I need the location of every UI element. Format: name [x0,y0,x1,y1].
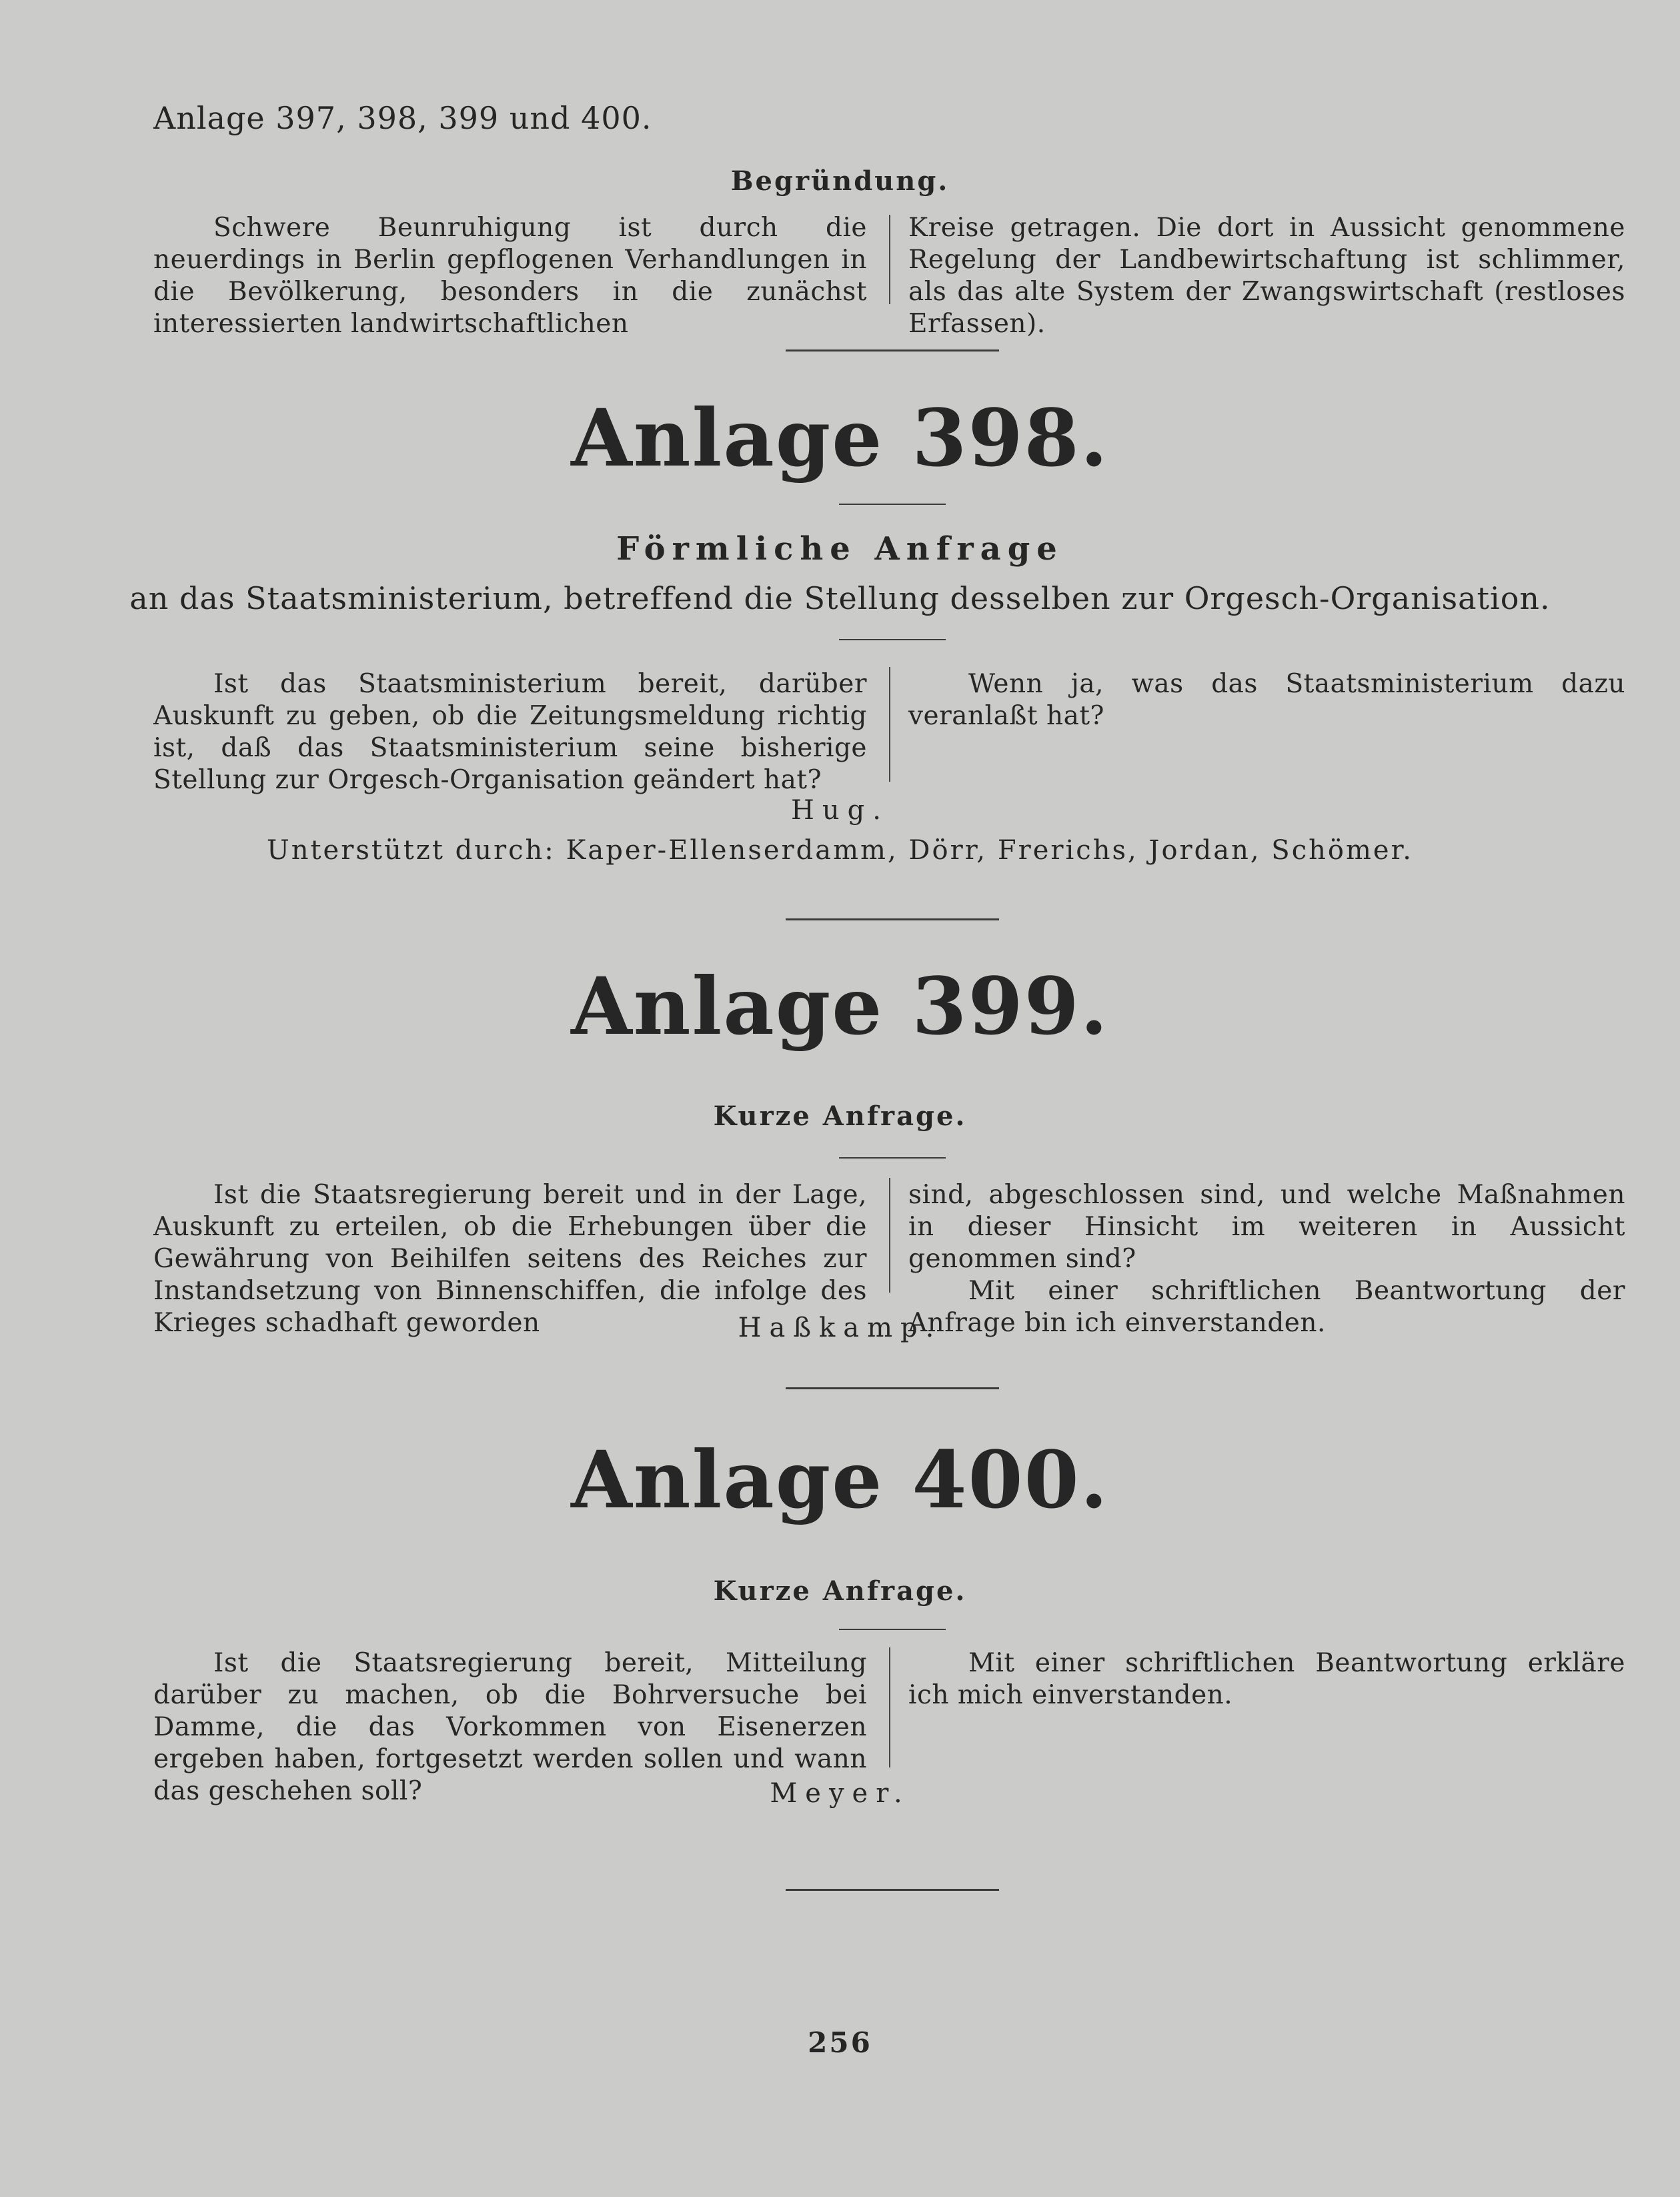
begruendung-right-text: Kreise getragen. Die dort in Aussicht genommene Regelung der Landbewirtschaftung ist schlimmer, als das alte System der Zwangswirtschaft (restloses Erfassen). [908,213,1625,339]
anlage-400-signature: Meyer. [770,1778,910,1809]
begruendung-left-column [153,212,867,340]
anlage-399-right-text-1: sind, abgeschlossen sind, und welche Maßnahmen in dieser Hinsicht im weiteren in Aussicht genommen sind? [908,1180,1625,1274]
anlage-398-supporters: Unterstützt durch: Kaper-Ellenserdamm, Dörr, Frerichs, Jordan, Schömer. [267,835,1413,866]
anlage-399-subtitle: Kurze Anfrage. [713,1101,967,1132]
running-header: Anlage 397, 398, 399 und 400. [153,100,652,136]
short-rule [839,639,946,640]
column-divider [889,1647,890,1767]
anlage-398-subtitle: Förmliche Anfrage [616,530,1064,568]
begruendung-heading: Begründung. [730,165,950,197]
anlage-398-left-column [153,668,867,796]
separator-rule [786,1889,999,1891]
anlage-398-right-text: Wenn ja, was das Staatsministerium dazu veranlaßt hat? [908,669,1625,731]
begruendung-right-column [908,212,1625,340]
anlage-398-signature: Hug. [791,795,889,826]
anlage-398-left-text: Ist das Staatsministerium bereit, darüber Auskunft zu geben, ob die Zeitungsmeldung richtig ist, daß das Staatsministerium seine bisherige Stellung zur Orgesch-Organisation geändert hat? [153,669,867,795]
separator-rule [786,349,999,351]
separator-rule [786,918,999,920]
separator-rule [786,1387,999,1389]
anlage-399-left-text: Ist die Staatsregierung bereit und in der Lage, Auskunft zu erteilen, ob die Erhebungen über die Gewährung von Beihilfen seitens des Reiches zur Instandsetzung von Binnenschiffen, die infolge des Krieges schadhaft geworden [153,1180,867,1338]
anlage-398-right-column [908,668,1625,732]
column-divider [889,215,890,304]
anlage-400-right-text: Mit einer schriftlichen Beantwortung erkläre ich mich einverstanden. [908,1648,1625,1710]
anlage-399-signature: Haßkamp. [738,1313,942,1343]
anlage-399-right-text-2: Mit einer schriftlichen Beantwortung der Anfrage bin ich einverstanden. [908,1276,1625,1338]
anlage-400-title: Anlage 400. [571,1433,1109,1526]
anlage-400-subtitle: Kurze Anfrage. [713,1575,967,1607]
column-divider [889,1178,890,1293]
anlage-398-title: Anlage 398. [571,392,1109,484]
short-rule [839,504,946,505]
short-rule [839,1629,946,1630]
page-number: 256 [808,2026,872,2059]
anlage-400-right-column [908,1647,1625,1711]
anlage-400-left-text: Ist die Staatsregierung bereit, Mitteilung darüber zu machen, ob die Bohrversuche bei Damme, die das Vorkommen von Eisenerzen ergeben haben, fortgesetzt werden sollen und wann das geschehen soll? [153,1648,867,1806]
short-rule [839,1157,946,1159]
begruendung-left-text: Schwere Beunruhigung ist durch die neuerdings in Berlin gepflogenen Verhandlungen in die Bevölkerung, besonders in die zunächst interessierten landwirtschaftlichen [153,213,867,339]
anlage-398-subject: an das Staatsministerium, betreffend die Stellung desselben zur Orgesch-Organisation. [129,580,1551,616]
anlage-399-title: Anlage 399. [571,960,1109,1052]
column-divider [889,667,890,782]
